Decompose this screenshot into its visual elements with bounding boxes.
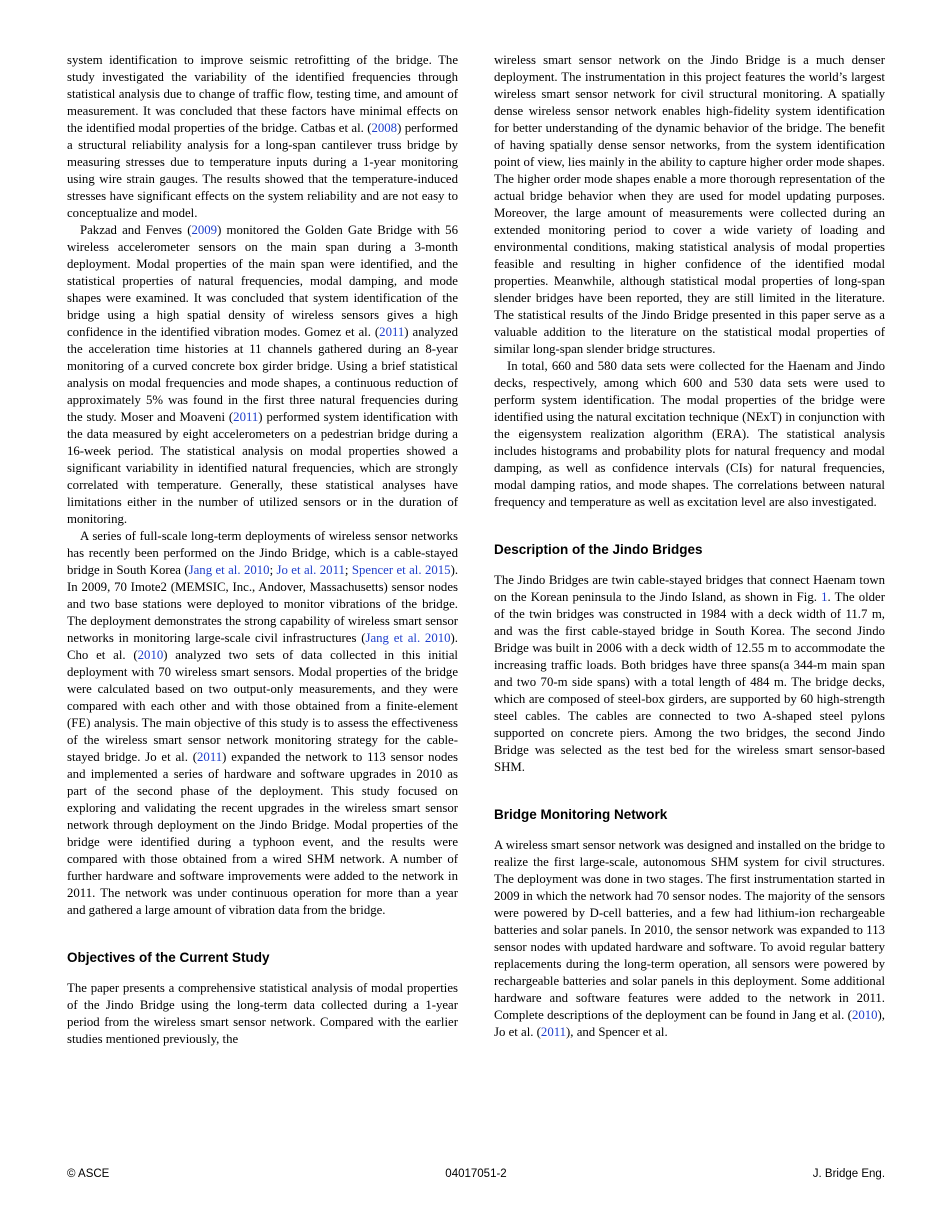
body-paragraph: system identification to improve seismic retrofitting of the bridge. The study investigated the variability of the identified frequencies through statistical analysis due to change of traffic flow, testing time, and amount of measurement. It was concluded that these factors have minimal effects on the identified modal properties of the bridge. Catbas et al. (2008) performed a structural reliability analysis for a long-span cantilever truss bridge by measuring stresses due to temperature inputs during a 1-year monitoring using wire strain gauges. The results showed that the temperature-induced stresses have significant effects on the system reliability and are not easy to conceptualize and model.	[67, 53, 458, 220]
citation-link[interactable]: 2009	[191, 223, 218, 237]
body-paragraph: The Jindo Bridges are twin cable-stayed bridges that connect Haenam town on the Korean peninsula to the Jindo Island, as shown in Fig. 1. The older of the twin bridges was constructed in 1984 with a deck width of 11.7 m, and was the first cable-stayed bridge in South Korea. The second Jindo Bridge was built in 2006 with a deck width of 12.55 m to accommodate the increasing traffic loads. Both bridges have three spans(a 344-m main span and two 70-m side spans) with a total length of 484 m. The bridge decks, which are composed of steel-box girders, are supported by 60 high-strength steel cables. The cables are connected to two A-shaped steel pylons supported on concrete piers. Among the two bridges, the second Jindo Bridge was selected as the test bed for the wireless smart sensor-based SHM.	[494, 573, 885, 774]
citation-link[interactable]: 2008	[371, 121, 398, 135]
citation-link[interactable]: 2011	[540, 1025, 567, 1039]
footer-journal-name: J. Bridge Eng.	[812, 1168, 886, 1180]
body-paragraph: A wireless smart sensor network was designed and installed on the bridge to realize the first large-scale, autonomous SHM system for civil structures. The deployment was done in two stages. The first instrumentation started in 2009 in which the network had 70 sensor nodes. The majority of the sensors were powered by D-cell batteries, and a few had lithium-ion rechargeable batteries and solar panels. In 2010, the sensor network was expanded to 113 sensor nodes with updated hardware and software. To avoid regular battery replacements during the long-term operation, all sensors were powered by rechargeable batteries and solar panels in this deployment. Some additional hardware and software features were added to the network in 2011. Complete descriptions of the deployment can be found in Jang et al. (2010), Jo et al. (2011), and Spencer et al.	[494, 838, 885, 1039]
citation-link[interactable]: 2010	[137, 648, 164, 662]
citation-link[interactable]: 2011	[233, 410, 259, 424]
body-paragraph: In total, 660 and 580 data sets were collected for the Haenam and Jindo decks, respectively, among which 600 and 530 data sets were used to perform system identification. The modal properties of the bridge were identified using the natural excitation technique (NExT) in conjunction with the eigensystem realization algorithm (ERA). The statistical analysis includes histograms and probability plots for natural frequency and modal damping, as well as confidence intervals (CIs) for natural frequencies, modal damping ratios, and mode shapes. The correlations between natural frequency and temperature as well as excitation level are also investigated.	[494, 359, 885, 509]
left-column	[67, 52, 458, 1048]
section-heading: Bridge Monitoring Network	[494, 807, 668, 822]
citation-link[interactable]: Jo et al. 2011	[276, 563, 345, 577]
page-footer	[67, 1168, 885, 1180]
body-paragraph: The paper presents a comprehensive statistical analysis of modal properties of the Jindo Bridge using the long-term data collected during a 1-year period from the wireless smart sensor network. Compared with the earlier studies mentioned previously, the	[67, 981, 458, 1046]
right-column	[494, 52, 885, 1048]
body-paragraph: A series of full-scale long-term deployments of wireless sensor networks has recently been performed on the Jindo Bridge, which is a cable-stayed bridge in South Korea (Jang et al. 2010; Jo et al. 2011; Spencer et al. 2015). In 2009, 70 Imote2 (MEMSIC, Inc., Andover, Massachusetts) sensor nodes and two base stations were deployed to monitor vibrations of the bridge. The deployment demonstrates the strong capability of wireless smart sensor networks in monitoring large-scale civil infrastructures (Jang et al. 2010). Cho et al. (2010) analyzed two sets of data collected in this initial deployment with 70 wireless smart sensors. Modal properties of the bridge were calculated based on two output-only measurements, and they were compared with each other and with those obtained from a finite-element (FE) analysis. The main objective of this study is to assess the effectiveness of the wireless smart sensor network monitoring strategy for the cable-stayed bridge. Jo et al. (2011) expanded the network to 113 sensor nodes and implemented a series of hardware and software upgrades in 2010 as part of the second phase of the deployment. This study focused on exploring and validating the recent upgrades in the wireless smart sensor network through deployment on the Jindo Bridge. Modal properties of the bridge were identified during a typhoon event, and the results were compared with those obtained from a wired SHM network. A number of further hardware and software improvements were added to the network in 2011. The network was under continuous operation for more than a year and gathered a large amount of vibration data from the bridge.	[67, 529, 459, 917]
citation-link[interactable]: Jang et al. 2010	[188, 563, 270, 577]
body-paragraph: wireless smart sensor network on the Jindo Bridge is a much denser deployment. The instrumentation in this project features the world’s largest wireless smart sensor network for civil structural monitoring. A spatially dense wireless sensor network enables high-fidelity system identification for better understanding of the dynamic behavior of the bridge. The benefit of having spatially dense sensor networks, from the system identification point of view, lies mainly in the ability to capture higher order mode shapes. The higher order mode shapes enable a more thorough representation of the actual bridge behavior when they are used for model updating purposes. Moreover, the large amount of measurements were collected during an extended monitoring period to cover a wide variety of loading and environmental conditions, making statistical analysis of modal properties feasible and resulting in higher confidence of the identified modal properties. Meanwhile, although statistical modal properties of long-span slender bridges have been reported, they are still limited in the literature. The statistical results of the Jindo Bridge presented in this paper serve as a valuable addition to the literature on the statistical modal properties of similar long-span slender bridge structures.	[494, 53, 885, 356]
citation-link[interactable]: 2011	[379, 325, 405, 339]
citation-link[interactable]: 1	[821, 590, 828, 604]
body-paragraph: Pakzad and Fenves (2009) monitored the Golden Gate Bridge with 56 wireless accelerometer sensors on the main span during a 3-month deployment. Modal properties of the main span were identified, and the statistical properties of natural frequencies, modal damping, and mode shapes were examined. It was concluded that system identification of the bridge using a high spatial density of wireless sensors gives a high confidence in the identified vibration modes. Gomez et al. (2011) analyzed the acceleration time histories at 11 channels gathered during an 8-year monitoring of a curved concrete box girder bridge. Using a brief statistical analysis on modal frequencies and mode shapes, a continuous reduction of approximately 5% was found in the first three natural frequencies during the study. Moser and Moaveni (2011) performed system identification with the data measured by eight accelerometers on a pedestrian bridge during a 16-week period. The statistical analysis on modal properties showed a significant variability in identified natural frequencies, which are strongly correlated with temperature. Generally, these statistical analyses have limitations either in the number of utilized sensors or in the duration of monitoring.	[67, 223, 458, 526]
footer-page-number: 04017051-2	[445, 1168, 507, 1180]
section-heading: Objectives of the Current Study	[67, 950, 270, 965]
citation-link[interactable]: 2011	[197, 750, 223, 764]
footer-copyright: © ASCE	[67, 1168, 110, 1180]
section-heading: Description of the Jindo Bridges	[494, 542, 703, 557]
two-column-body	[67, 52, 885, 1048]
citation-link[interactable]: Spencer et al. 2015	[351, 563, 451, 577]
citation-link[interactable]: Jang et al. 2010	[365, 631, 451, 645]
citation-link[interactable]: 2010	[851, 1008, 878, 1022]
